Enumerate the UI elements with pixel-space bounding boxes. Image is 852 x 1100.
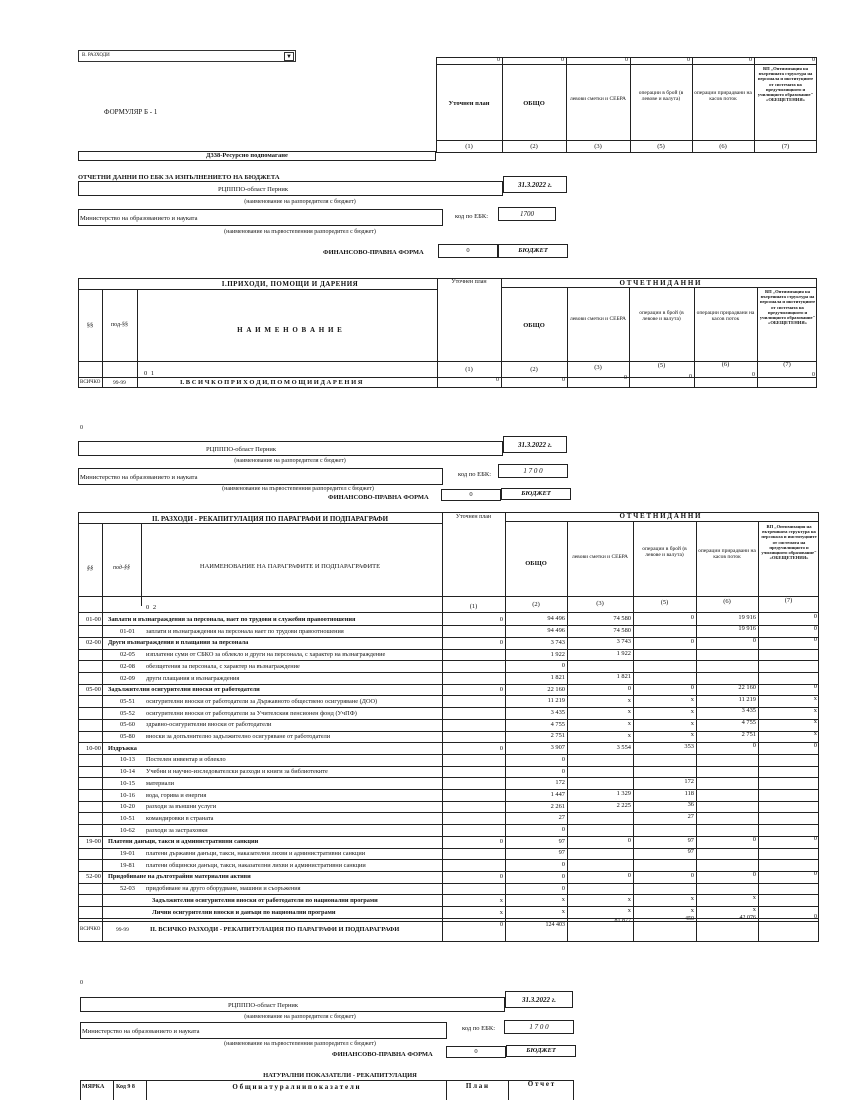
row-value: x	[627, 907, 631, 915]
col-number: (6)	[721, 361, 730, 368]
row-code: 52-03	[120, 885, 135, 893]
col-number: (5)	[657, 143, 665, 150]
report-date: 31.3.2022 г.	[522, 996, 556, 1004]
row-value: x	[752, 894, 756, 902]
col-number: (1)	[469, 603, 478, 610]
row-value: 0	[561, 872, 565, 880]
col-number: (7)	[784, 597, 793, 604]
ebk-code: 1 7 0 0	[523, 467, 543, 475]
row-value: 0	[561, 826, 565, 833]
col-number: (1)	[465, 366, 473, 373]
row-name: вноски за допълнително задължително осигуряване от работодатели	[146, 733, 331, 740]
row-value: 97	[558, 849, 565, 857]
row-value: 3 743	[616, 638, 631, 646]
col-header-flow: операции прирадвани на касов поток	[696, 310, 755, 322]
row-value: 0	[499, 838, 503, 846]
ebk-code: 1 7 0 0	[529, 1023, 549, 1031]
income-total-code: 99-99	[113, 380, 126, 386]
row-code: 01-01	[120, 627, 135, 635]
row-name: Други възнаграждения и плащания за персонала	[108, 639, 249, 647]
row-code: 52-00	[86, 873, 101, 881]
natural-title: НАТУРАЛНИ ПОКАЗАТЕЛИ - РЕКАПИТУЛАЦИЯ	[263, 1072, 417, 1079]
row-value: 0	[690, 637, 694, 645]
row-value: 0	[499, 639, 503, 647]
row-value: 19 916	[738, 613, 756, 621]
row-value: 0	[561, 662, 565, 670]
ministry-name: Министерство на образованието и науката	[82, 1028, 200, 1035]
row-name: Задължителни осигурителни вноски от работодатели по национални програми	[152, 896, 378, 904]
col-header-vp: ВП „Оптимизация на вътрешната структура на персонала и институциите от системата на предучилищното и училищното образование" «ОБЕЩЕТЕНИЯ»	[759, 289, 816, 326]
income-total-value: 0	[752, 372, 755, 378]
row-value: 172	[684, 778, 694, 785]
col-number: (2)	[532, 601, 540, 608]
income-total-name: I. В С И Ч К О П Р И Х О Д И, П О М О Щ И И Д А Р Е Н И Я	[180, 379, 363, 386]
fin-form-value: 0	[474, 1048, 478, 1055]
top-value: 0	[561, 57, 564, 63]
row-value: 2 751	[741, 730, 756, 738]
row-name: разходи за застраховки	[146, 826, 208, 834]
row-value: 2 225	[616, 802, 631, 809]
row-value: 74 580	[613, 626, 631, 634]
row-value: x	[690, 707, 694, 715]
row-value: 2 261	[550, 802, 565, 810]
row-code: 10-00	[86, 744, 101, 752]
col-header-plan: Уточнен план	[448, 100, 490, 107]
row-value: 11 219	[547, 697, 565, 705]
top-value: 0	[625, 57, 628, 63]
row-value: 0	[813, 624, 817, 632]
row-value: 0	[690, 614, 694, 622]
row-name: придобиване на друго оборудване, машини и съоръжения	[146, 885, 301, 893]
fin-form-value: 0	[466, 247, 470, 254]
row-code: 10-51	[120, 814, 135, 822]
income-plan-header: Уточнен план	[451, 279, 487, 285]
row-value: 3 907	[550, 744, 565, 752]
col-header-lev: левови сметки и СЕБРА	[570, 96, 626, 102]
row-name: Учебни и научно-изследователски разходи и книги за библиотеките	[146, 768, 328, 776]
col-number: (3)	[594, 364, 602, 371]
col-number: (6)	[723, 598, 731, 605]
col-header-lev: левови сметки и СЕБРА	[572, 554, 628, 560]
income-total-value: 0	[689, 374, 692, 380]
income-code: 0 1	[144, 370, 156, 377]
top-value: 0	[812, 57, 815, 63]
row-value: x	[627, 731, 631, 739]
row-value: 94 496	[547, 627, 565, 635]
col-number: (7)	[783, 361, 791, 368]
row-value: 0	[813, 636, 817, 644]
row-value: 97	[687, 848, 694, 856]
natural-unit: МЯРКА	[82, 1084, 105, 1090]
income-total-value: 0	[562, 377, 565, 383]
row-divider	[78, 812, 819, 813]
top-value: 0	[687, 57, 690, 63]
row-value: 118	[684, 789, 694, 797]
col-header-total: ОБЩО	[525, 560, 547, 567]
row-value: 0	[499, 686, 503, 694]
row-divider	[78, 660, 819, 661]
row-value: 0	[499, 873, 503, 881]
row-value: 0	[690, 684, 694, 692]
row-value: x	[690, 895, 694, 902]
row-name: заплати и възнаграждения на персонала нает по трудови правоотношения	[146, 627, 344, 635]
natural-report: О т ч е т	[527, 1080, 555, 1088]
expense-total-name: II. ВСИЧКО РАЗХОДИ - РЕКАПИТУЛАЦИЯ ПО ПАРАГРАФИ И ПОДПАРАГРАФИ	[150, 926, 400, 933]
row-name: платени държавни данъци, такси, наказателни лихви и административни санкции	[146, 850, 366, 857]
expense-total-value: 42 076	[739, 915, 756, 921]
row-value: x	[813, 706, 817, 714]
row-code: 05-00	[86, 686, 101, 694]
row-value: 0	[690, 871, 694, 879]
row-value: 0	[561, 755, 565, 763]
row-name: материали	[146, 779, 175, 787]
row-value: 3 435	[550, 709, 565, 716]
row-code: 10-15	[120, 779, 135, 787]
income-report-header: О Т Ч Е Т Н И Д А Н Н И	[619, 279, 701, 287]
row-value: 2 751	[550, 732, 565, 740]
section-dropdown[interactable]	[78, 50, 296, 62]
row-name: платени общински данъци, такси, наказателни лихви и административни санкции	[146, 861, 366, 869]
col-number: (3)	[596, 600, 604, 607]
col-number: (5)	[657, 362, 666, 369]
row-value: 94 496	[547, 615, 565, 623]
row-value: x	[499, 908, 503, 916]
col-header-lev: левови сметки и СЕБРА	[570, 316, 626, 322]
row-value: 0	[813, 741, 817, 749]
expense-total-value: 124 403	[545, 922, 565, 928]
row-name: осигурителни вноски от работодатели за Държавното обществено осигуряване (ДОО)	[146, 697, 378, 705]
row-code: 05-60	[120, 721, 135, 729]
row-value: 0	[752, 742, 756, 750]
row-value: 3 743	[550, 638, 565, 646]
row-value: 0	[627, 837, 631, 845]
row-code: 10-62	[120, 826, 135, 834]
row-code: 19-81	[120, 861, 135, 869]
row-code: 10-14	[120, 768, 135, 776]
row-value: 0	[813, 613, 817, 620]
row-value: x	[752, 906, 756, 914]
row-divider	[78, 883, 819, 884]
row-value: 97	[558, 837, 565, 845]
fin-form-label: ФИНАНСОВО-ПРАВНА ФОРМА	[323, 249, 424, 256]
row-value: 3 554	[616, 743, 631, 751]
ebk-code: 1700	[520, 210, 534, 218]
col-header-vp: ВП „Оптимизация на вътрешната структура на персонала и институциите от системата на предучилищното и училищното образование" «ОБЕЩЕТЕНИЯ»	[757, 66, 814, 103]
row-value: 97	[687, 836, 694, 844]
row-name: разходи за външни услуги	[146, 803, 217, 811]
zero-mark: 0	[80, 980, 83, 986]
row-value: 22 160	[547, 685, 565, 693]
row-value: 22 160	[738, 683, 756, 691]
org-name: РЦПППО-област Перник	[228, 1002, 299, 1009]
row-value: x	[690, 719, 694, 727]
row-divider	[78, 672, 819, 673]
top-value: 0	[497, 57, 500, 63]
row-name: Постелен инвентар и облекло	[146, 756, 226, 764]
fin-form-type: БЮДЖЕТ	[526, 1047, 556, 1054]
row-divider	[78, 789, 819, 790]
zero-mark: 0	[80, 425, 83, 431]
row-name: Издръжка	[108, 744, 137, 752]
row-value: 19 916	[738, 625, 756, 633]
row-code: 19-01	[120, 850, 135, 857]
row-divider	[78, 824, 819, 825]
row-code: 02-08	[120, 662, 135, 670]
row-value: 172	[555, 779, 565, 787]
row-value: 0	[813, 683, 817, 691]
org-caption: (наименование на разпоредителя с бюджет)	[234, 458, 346, 464]
row-code: 01-00	[86, 616, 101, 623]
col-header-ss: §§	[86, 565, 94, 572]
col-header-total: ОБЩО	[523, 100, 545, 107]
org-name: РЦПППО-област Перник	[206, 446, 277, 453]
col-header-sub: под-§§	[113, 565, 130, 571]
ministry-caption: (наименование на първостепенния разпоредител с бюджет)	[222, 486, 374, 492]
expense-report-header: О Т Ч Е Т Н И Д А Н Н И	[619, 512, 701, 520]
row-value: 1 821	[550, 673, 565, 681]
org-caption: (наименование на разпоредителя с бюджет)	[244, 1014, 356, 1020]
col-number: (5)	[660, 599, 669, 606]
ebk-label: код по ЕБК:	[462, 1025, 496, 1032]
row-divider	[78, 859, 819, 860]
row-value: x	[627, 895, 631, 903]
row-value: 0	[499, 744, 503, 752]
col-header-flow: операции прирадвани на касов поток	[698, 548, 756, 560]
row-value: x	[627, 720, 631, 728]
row-name: изплатени суми от СБКО за облекло и други на персонала, с характер на възнаграждение	[146, 651, 386, 659]
income-total-value: 0	[624, 375, 627, 381]
col-number: (2)	[530, 366, 538, 373]
row-divider	[78, 754, 819, 755]
col-header-total: ОБЩО	[523, 322, 545, 329]
row-value: x	[813, 730, 817, 737]
col-number: (1)	[465, 143, 473, 150]
col-number: (7)	[781, 143, 790, 150]
row-value: 3 435	[741, 707, 756, 715]
row-value: x	[690, 906, 694, 914]
row-value: 0	[627, 685, 631, 692]
row-value: 0	[813, 870, 817, 878]
income-total-value: 0	[496, 377, 499, 383]
row-code: 10-16	[120, 791, 135, 799]
row-code: 02-05	[120, 651, 135, 659]
row-divider	[78, 649, 819, 650]
row-name: Лични осигурителни вноски и данъци по национални програми	[152, 908, 336, 916]
expense-total-value: 81 877	[614, 918, 631, 924]
row-name: здравно-осигурителни вноски от работодатели	[146, 721, 272, 729]
row-value: 1 447	[550, 790, 565, 798]
row-value: 0	[561, 767, 565, 775]
row-value: 27	[558, 814, 565, 822]
row-value: 4 755	[741, 718, 756, 726]
col-number: (3)	[594, 143, 602, 150]
expense-total-value: 0	[500, 922, 503, 928]
row-value: x	[690, 731, 694, 739]
row-value: 0	[813, 835, 817, 843]
ebk-label: код по ЕБК:	[458, 471, 492, 478]
row-value: x	[813, 694, 817, 702]
row-value: 0	[561, 884, 565, 892]
row-value: x	[561, 896, 565, 904]
expense-total-value: 0	[814, 914, 817, 920]
org-name: РЦПППО-област Перник	[218, 186, 289, 193]
row-value: 36	[687, 801, 694, 809]
row-value: x	[813, 718, 817, 726]
row-value: 0	[561, 861, 565, 869]
fin-form-label: ФИНАНСОВО-ПРАВНА ФОРМА	[328, 494, 429, 501]
col-number: (6)	[719, 143, 727, 150]
col-header-cash: операции в брой (в левове и валута)	[642, 546, 687, 558]
row-name: Заплати и възнаграждения за персонала, нает по трудови и служебни правоотношения	[108, 616, 356, 623]
section-dropdown-value: В. РАЗХОДИ	[82, 53, 110, 58]
natural-plan: П л а н	[465, 1082, 489, 1090]
row-name: обезщетения за персонала, с характер на възнаграждение	[146, 662, 300, 670]
row-value: x	[627, 708, 631, 716]
report-date: 31.3.2022 г.	[518, 181, 552, 189]
row-name: други плащания и възнаграждения	[146, 674, 240, 682]
col-header-cash: операции в брой (в левове и валута)	[639, 310, 684, 322]
expense-total-label: ВСИЧКО	[80, 927, 101, 932]
income-total-value: 0	[812, 372, 815, 378]
row-value: 0	[752, 871, 756, 878]
report-date: 31.3.2022 г.	[518, 441, 552, 449]
col-header-ss: §§	[86, 322, 94, 329]
col-header-vp: ВП „Оптимизация на вътрешната структура на персонала и институциите от системата на предучилищното и училищното образование" «ОБЕЩЕТЕНИЯ»	[761, 524, 817, 561]
fin-form-type: БЮДЖЕТ	[518, 247, 548, 254]
row-divider	[78, 801, 819, 802]
row-code: 05-80	[120, 733, 135, 740]
expense-plan-header: Уточнен план	[455, 514, 492, 520]
row-value: 0	[627, 872, 631, 880]
row-code: 05-52	[120, 709, 135, 717]
col-header-name: Н А И М Е Н О В А Н И Е	[237, 326, 343, 334]
row-name: Придобиване на дълготрайни материални активи	[108, 873, 251, 881]
income-title: I.ПРИХОДИ, ПОМОЩИ И ДАРЕНИЯ	[221, 280, 359, 288]
income-total-label: ВСИЧКО	[80, 380, 101, 385]
row-value: 74 580	[613, 614, 631, 622]
row-value: x	[627, 696, 631, 704]
row-code: 02-00	[86, 639, 101, 647]
row-value: x	[561, 907, 565, 915]
natural-code: Код 9 8	[116, 1084, 135, 1090]
row-value: 1 329	[616, 790, 631, 798]
col-header-name: НАИМЕНОВАНИЕ НА ПАРАГРАФИТЕ И ПОДПАРАГРАФИТЕ	[199, 563, 381, 570]
row-code: 05-51	[120, 697, 135, 705]
expense-code: 0 2	[146, 604, 158, 611]
row-name: осигурителни вноски от работодатели за Учителския пенсионен фонд (УчПФ)	[146, 709, 357, 717]
natural-name: О б щ и н а т у р а л н и п о к а з а т е л и	[232, 1083, 360, 1091]
chevron-down-icon[interactable]: ▼	[284, 52, 294, 61]
expense-total-value: 450	[685, 916, 694, 922]
report-title: ОТЧЕТНИ ДАННИ ПО ЕБК ЗА ИЗПЪЛНЕНИЕТО НА БЮДЖЕТА	[78, 174, 280, 181]
top-value: 0	[749, 57, 752, 63]
col-header-cash: операции в брой (в левове и валута)	[638, 90, 684, 102]
col-number: (2)	[530, 143, 538, 150]
row-value: x	[499, 896, 503, 904]
ministry-caption: (наименование на първостепенния разпоредител с бюджет)	[224, 229, 376, 235]
row-value: 0	[752, 835, 756, 843]
ministry-name: Министерство на образованието и науката	[80, 215, 198, 222]
row-divider	[78, 766, 819, 767]
expense-total-code: 99-99	[116, 927, 129, 933]
row-value: 1 922	[616, 649, 631, 657]
row-value: x	[690, 696, 694, 704]
ministry-caption: (наименование на първостепенния разпоредител с бюджет)	[224, 1041, 376, 1047]
row-value: 1 922	[550, 650, 565, 658]
row-code: 10-20	[120, 803, 135, 811]
row-value: 0	[499, 616, 503, 623]
row-name: Платени данъци, такси и административни санкции	[108, 838, 259, 846]
col-header-flow: операции прирадвани на касов поток	[694, 90, 752, 102]
row-value: 4 755	[550, 720, 565, 728]
row-name: вода, горива и енергия	[146, 791, 207, 799]
row-value: 11 219	[738, 695, 756, 703]
row-value: 27	[687, 813, 694, 821]
fin-form-type: БЮДЖЕТ	[521, 490, 551, 497]
fin-form-label: ФИНАНСОВО-ПРАВНА ФОРМА	[332, 1051, 433, 1058]
fin-form-value: 0	[469, 491, 473, 498]
row-divider	[78, 777, 819, 778]
row-name: командировки в страната	[146, 814, 214, 822]
expense-title: II. РАЗХОДИ - РЕКАПИТУЛАЦИЯ ПО ПАРАГРАФИ И ПОДПАРАГРАФИ	[151, 515, 389, 523]
row-code: 10-13	[120, 756, 135, 764]
col-header-sub: под-§§	[110, 322, 129, 328]
footnote-label: Д338-Ресурсно подпомагане	[206, 152, 288, 159]
row-name: Задължителни осигурителни вноски от работодатели	[108, 686, 260, 694]
org-caption: (наименование на разпоредителя с бюджет)	[244, 199, 356, 205]
row-value: 353	[684, 742, 694, 750]
row-code: 02-09	[120, 674, 135, 682]
ministry-name: Министерство на образованието и науката	[80, 474, 198, 481]
row-value: 0	[752, 637, 756, 644]
form-label: ФОРМУЛЯР Б - 1	[104, 108, 158, 116]
ebk-label: код по ЕБК:	[455, 213, 489, 220]
row-value: 1 821	[616, 673, 631, 681]
row-divider	[78, 848, 819, 849]
row-code: 19-00	[86, 838, 101, 846]
